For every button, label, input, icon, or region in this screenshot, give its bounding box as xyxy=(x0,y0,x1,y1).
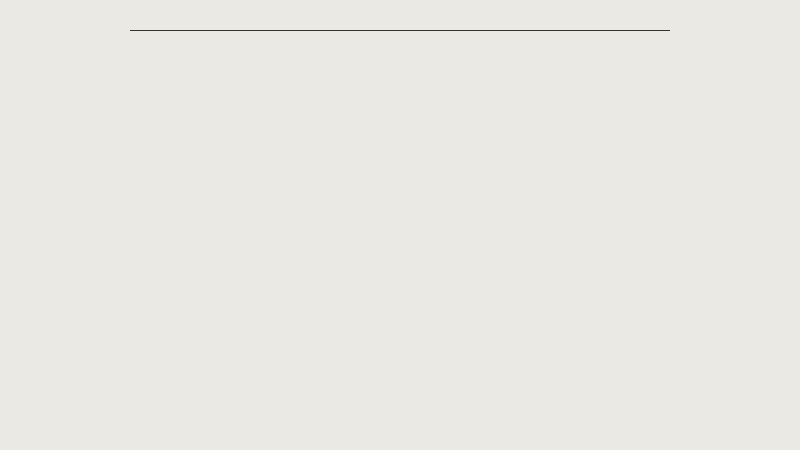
notice-title xyxy=(10,4,790,26)
title-divider xyxy=(130,30,670,31)
